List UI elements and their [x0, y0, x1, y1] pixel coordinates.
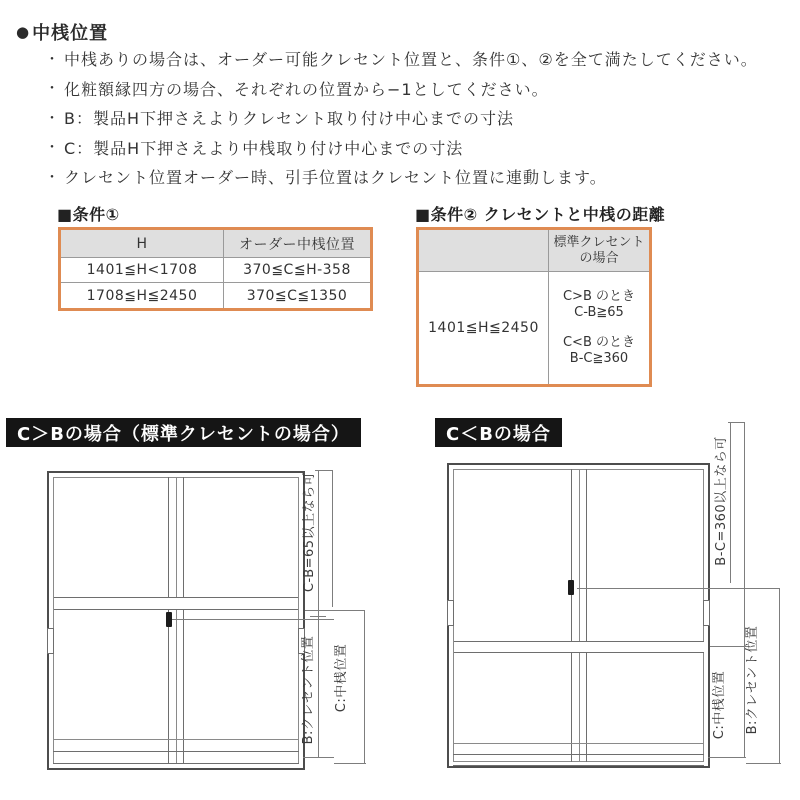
case-rule: B-C≧360 [569, 351, 629, 366]
table-row [61, 283, 370, 308]
table-header-row [61, 230, 370, 258]
diagram-left-title: C＞Bの場合（標準クレセントの場合） [6, 418, 361, 447]
table-header-row [419, 230, 649, 272]
table-row [419, 272, 649, 384]
list-item [45, 133, 785, 163]
crescent-extension-line [577, 588, 779, 589]
pull-handle [447, 600, 454, 626]
list-item [45, 74, 785, 104]
column-header: オーダー中桟位置 [239, 236, 355, 253]
gap-dimension-label: C-B=65以上なら可 [302, 471, 317, 593]
list-item [45, 44, 785, 74]
sash-bottom-rail [454, 743, 704, 744]
notes-list [45, 44, 785, 192]
rail-position-label: C:中桟位置 [712, 670, 727, 740]
meeting-stile-line [579, 469, 580, 762]
rail-extension-line [305, 610, 365, 611]
table-cell: 1401≦H≦2450 [419, 272, 549, 384]
bottom-track [453, 754, 704, 766]
rail-extension-line [710, 646, 750, 647]
table-cell: 370≦C≦H-358 [243, 262, 351, 278]
bullet-dot-icon: ・ [45, 81, 60, 98]
column-header: H [61, 230, 224, 257]
dimension-extension-line [730, 422, 731, 583]
note-text: クレセント位置オーダー時、引手位置はクレセント位置に連動します。 [64, 168, 607, 188]
bullet-dot-icon: ・ [45, 140, 60, 157]
note-text: B：製品H下押さえよりクレセント取り付け中心までの寸法 [64, 109, 515, 129]
dimension-tick [310, 616, 326, 617]
table-cell [549, 272, 649, 384]
condition1-table [58, 227, 373, 311]
dimension-extension-line [332, 470, 333, 607]
case-condition: C>B のとき [562, 289, 636, 304]
dimension-line-b [779, 588, 780, 763]
list-item [45, 162, 785, 192]
table-cell: 1401≦H<1708 [61, 258, 224, 282]
case-rule: C-B≧65 [574, 305, 624, 320]
gap-dimension-label: B-C=360以上なら可 [714, 436, 729, 566]
condition2-table [416, 227, 652, 387]
dimension-cap [303, 757, 334, 758]
note-text: 化粧額縁四方の場合、それぞれの位置から−1としてください。 [64, 79, 549, 99]
header-line: の場合 [579, 250, 619, 266]
crescent-lock-mark [568, 580, 574, 595]
sash-bottom-rail [54, 739, 298, 740]
condition1-heading: ■条件① [57, 205, 120, 224]
table-row [61, 258, 370, 283]
pull-handle [703, 600, 710, 626]
crescent-position-label: B:クレセント位置 [301, 635, 316, 745]
crescent-position-label: B:クレセント位置 [745, 625, 760, 735]
table-cell: 370≦C≦1350 [246, 287, 348, 304]
page-title [16, 19, 108, 45]
meeting-stile-line [176, 477, 177, 764]
table-cell: 1708≦H≦2450 [61, 283, 224, 308]
bullet-dot-icon: ・ [45, 110, 60, 127]
list-item [45, 103, 785, 133]
column-header-empty [419, 230, 549, 271]
dimension-cap [746, 763, 781, 764]
condition2-heading: ■条件② クレセントと中桟の距離 [415, 205, 666, 224]
diagram-right-title: C＜Bの場合 [435, 418, 562, 447]
middle-rail [54, 597, 298, 610]
note-text: C：製品H下押さえより中桟取り付け中心までの寸法 [64, 138, 464, 158]
column-header [549, 230, 649, 271]
dimension-line-b [318, 470, 319, 757]
dimension-cap [334, 763, 366, 764]
note-text: 中桟ありの場合は、オーダー可能クレセント位置と、条件①、②を全て満たしてください。 [64, 50, 758, 70]
crescent-extension-line [172, 619, 334, 620]
dimension-line-c [364, 610, 365, 763]
page-title-text: 中桟位置 [32, 23, 109, 44]
rail-position-label: C:中桟位置 [334, 643, 349, 713]
bullet-dot-icon: ・ [45, 169, 60, 186]
pull-handle [47, 628, 54, 654]
case-condition: C<B のとき [562, 335, 636, 350]
bullet-dot-icon: ・ [45, 51, 60, 68]
header-line: 標準クレセント [553, 234, 645, 250]
middle-rail [454, 641, 704, 653]
bottom-track [53, 751, 299, 764]
dimension-cap [708, 757, 746, 758]
bullet-circle-icon: ● [16, 23, 31, 41]
